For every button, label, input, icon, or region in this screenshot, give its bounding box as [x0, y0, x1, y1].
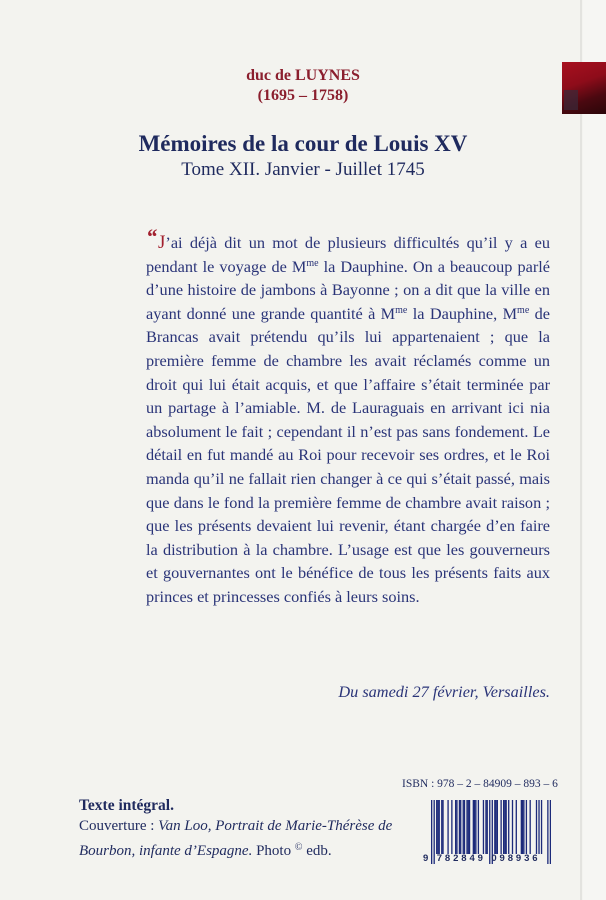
excerpt-text: la Dauphine. On a beaucoup parlé d’une histoire de jambons à Bayonne ; on a dit que la ville en ayant donné une grande quantité à M [146, 256, 550, 323]
barcode-bar [541, 800, 542, 854]
barcode-bar [485, 800, 486, 854]
barcode-bar [474, 800, 475, 854]
barcode-bar [478, 800, 479, 854]
dropcap-letter: J [158, 232, 166, 253]
barcode-digits: 9 782849 098936 [423, 853, 541, 864]
barcode-bar [536, 800, 537, 854]
back-cover-excerpt [146, 224, 550, 609]
barcode-bar [436, 800, 437, 854]
barcode-bar [516, 800, 517, 854]
barcode-bar [463, 800, 464, 854]
barcode-bar [456, 800, 457, 854]
barcode-bar [487, 800, 488, 854]
barcode-bar [447, 800, 448, 854]
barcode-bar [473, 800, 474, 854]
barcode-bar [475, 800, 476, 854]
excerpt-text: de Brancas avait prétendu qu’ils lui appartenaient ; que la première femme de chambre les avait réclamés comme un droit qui lui était acquis, et que l’affaire s’était terminée par un partage à l’amiable. M. de Lauraguais en arrivant ici nia absolument le fait ; cependant il n’est pas sans fondement. Le détail en fut mandé au Roi pour recevoir ses ordres, et le Roi manda qu’il ne fallait rien changer à ce qui s’était passé, mais que dans le fond la première femme de chambre avait raison ; que les présents devaient lui revenir, étant chargée d’en faire la distribution à la chambre. L’usage est que les gouverneurs et gouvernantes ont le bénéfice de tous les présents faits aux princes et princesses confiés à leurs soins. [146, 303, 550, 606]
barcode-bar [506, 800, 507, 854]
barcode-bar [455, 800, 456, 854]
barcode-bar [522, 800, 523, 854]
barcode-bar [466, 800, 467, 854]
barcode-bar [512, 800, 513, 854]
barcode-bar [464, 800, 465, 854]
superscript-me: me [306, 257, 319, 269]
barcode-bar [460, 800, 461, 854]
author-dates: (1695 – 1758) [257, 87, 349, 104]
superscript-me: me [395, 304, 408, 316]
barcode-bar [439, 800, 440, 854]
barcode-bar [441, 800, 442, 854]
publisher-name: edb. [302, 843, 332, 859]
barcode-bar [500, 800, 501, 854]
photo-label: Photo [252, 843, 295, 859]
barcode-bar [508, 800, 509, 854]
excerpt-signature: Du samedi 27 février, Versailles. [338, 682, 550, 701]
cover-artwork-credit: Van Loo, Portrait de Marie-Thérèse de Bourbon, infante d’Espagne. [79, 818, 393, 859]
barcode-bar [451, 800, 452, 854]
barcode-bar [526, 800, 527, 854]
barcode-bar [495, 800, 496, 854]
author-block [0, 66, 606, 106]
barcode-bar [442, 800, 443, 854]
barcode-bar [521, 800, 522, 854]
barcode-bar [523, 800, 524, 854]
superscript-me: me [517, 304, 530, 316]
copyright-icon: © [294, 842, 303, 853]
barcode-bar [437, 800, 438, 854]
excerpt-text: ’ai déjà dit un mot de plusieurs difficultés qu’il y a eu pendant le voyage de M [146, 233, 550, 276]
barcode-bar [459, 800, 460, 854]
barcode-bar [469, 800, 470, 854]
book-title: Mémoires de la cour de Louis XV [138, 131, 468, 156]
barcode-bar [504, 800, 505, 854]
book-subtitle: Tome XII. Janvier - Juillet 1745 [181, 159, 425, 180]
barcode-bar [530, 800, 531, 854]
integral-text-note: Texte intégral. [79, 797, 174, 814]
barcode-bar [468, 800, 469, 854]
barcode-bar [497, 800, 498, 854]
isbn-label: ISBN : 978 – 2 – 84909 – 893 – 6 [402, 778, 558, 790]
barcode-bar [538, 800, 539, 854]
barcode-bar [483, 800, 484, 854]
cover-credits [79, 795, 419, 862]
cover-label: Couverture : [79, 818, 159, 834]
open-quote-mark: “ [146, 224, 157, 249]
barcode-bar [494, 800, 495, 854]
cover-credit-line [79, 816, 419, 862]
excerpt-text: la Dauphine, M [407, 303, 518, 323]
author-name: duc de LUYNES [246, 67, 360, 84]
barcode-bar [503, 800, 504, 854]
